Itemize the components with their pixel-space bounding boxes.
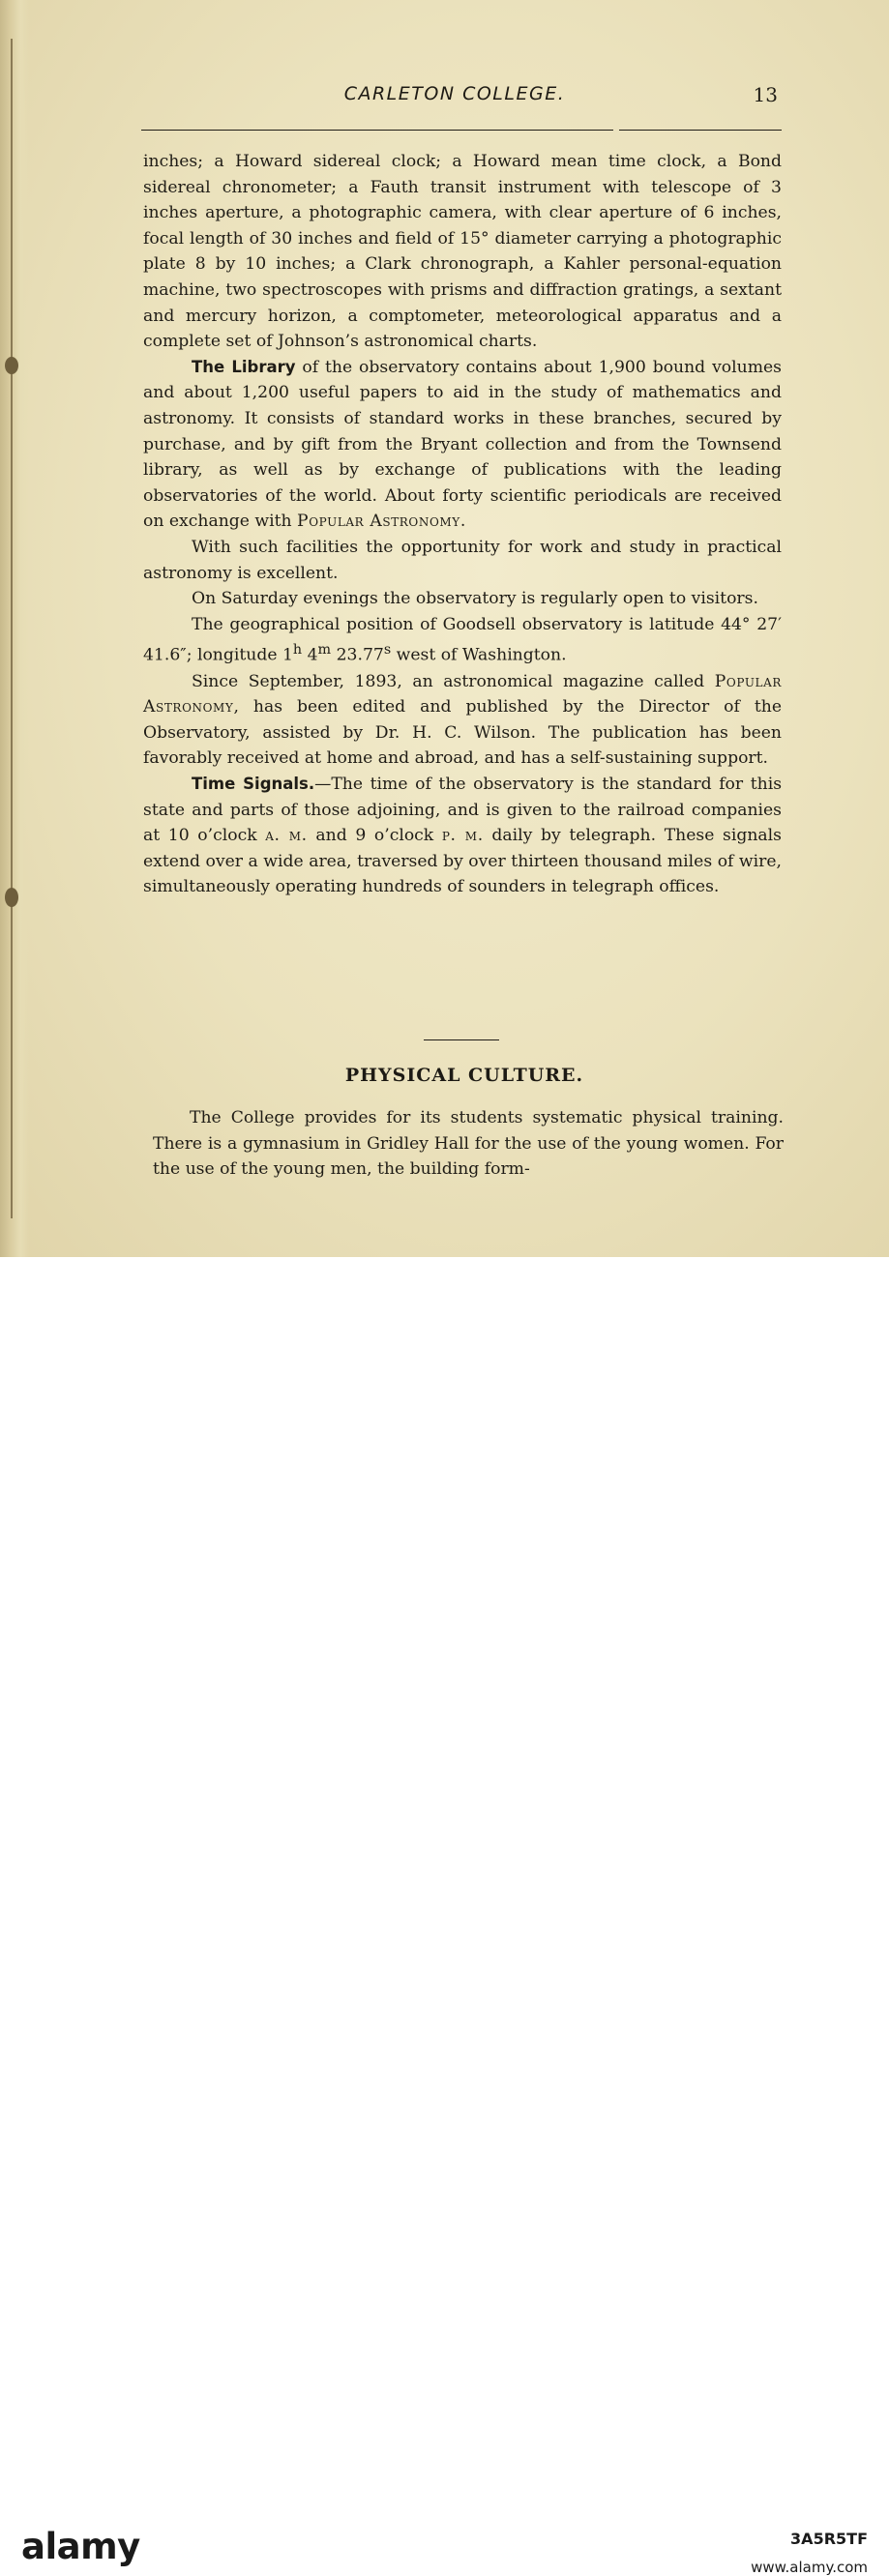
journal-name-smallcaps: Popular Astronomy — [297, 512, 460, 532]
pm-smallcaps: p. m. — [441, 826, 484, 846]
paragraph-time-signals — [143, 772, 782, 900]
paragraph-text: inches; a Howard sidereal clock; a Howard mean time clock, a Bond sidereal chronometer; a Fauth transit instrument with telescope of 3 inches aperture, a photographic camera, with clear aperture of 6 inches, focal length of 30 inches and field of 15° diameter carrying a photographic plate 8 by 10 inches; a Clark chronograph, a Kahler personal-equation machine, two spectroscopes with prisms and diffraction gratings, a sextant and mercury horizon, a comptometer, meteorological apparatus and a complete set of Johnson’s astronomical charts. — [143, 152, 782, 352]
image-id: 3A5R5TF — [790, 2530, 868, 2548]
section-divider-rule — [424, 1039, 499, 1040]
watermark-url: www.alamy.com — [751, 2559, 868, 2576]
journal-name-smallcaps: Popular Astronomy — [143, 671, 782, 717]
paragraph-facilities — [143, 535, 782, 586]
watermark-footer — [0, 1257, 889, 2576]
paragraph-text: 4 — [302, 646, 318, 666]
paragraph-text: daily by telegraph. These signals extend over a wide area, traversed by over thirteen thousand miles of wire, simultaneously operating hundreds of sounders in telegraph offices. — [143, 826, 782, 897]
page-number: 13 — [753, 83, 778, 106]
time-signals-lead: Time Signals. — [192, 774, 315, 793]
header-rule-left — [141, 130, 613, 131]
paragraph-text: The geographical position of Goodsell observatory is latitude 44° 27′ 41.6″; longitude 1 — [143, 614, 782, 666]
am-smallcaps: a. m. — [265, 826, 308, 846]
book-page — [0, 0, 889, 1257]
paragraph-text: . — [459, 512, 466, 532]
superscript-minutes: m — [317, 642, 332, 659]
superscript-hours: h — [292, 642, 303, 659]
paragraph-instruments — [143, 149, 782, 355]
paragraph-text: and 9 o’clock — [307, 826, 442, 846]
paragraph-text: With such facilities the opportunity for work and study in practical astronomy is excellent. — [143, 537, 782, 583]
paragraph-magazine — [143, 669, 782, 772]
paragraph-physical-culture: The College provides for its students systematic physical training. There is a gymnasium in Gridley Hall for the use of the young women. For the use of the young men, the building form- — [153, 1108, 784, 1180]
section-text — [153, 1105, 784, 1183]
header-rule-right — [619, 130, 782, 131]
paragraph-text: 23.77 — [331, 646, 384, 666]
paragraph-text: west of Washington. — [391, 646, 567, 666]
library-lead: The Library — [192, 357, 296, 376]
binding-thread — [5, 39, 18, 1218]
paragraph-saturday — [143, 586, 782, 612]
paragraph-text: , has been edited and published by the Director of the Observatory, assisted by Dr. H. C. Wilson. The publication has been favorably received at home and abroad, and has a self-sustaining support. — [143, 697, 782, 769]
superscript-seconds: s — [383, 642, 392, 659]
alamy-logo: alamy — [21, 2526, 140, 2567]
paragraph-text: On Saturday evenings the observatory is regularly open to visitors. — [192, 589, 758, 609]
section-heading: PHYSICAL CULTURE. — [344, 1065, 584, 1086]
paragraph-text: Since September, 1893, an astronomical magazine called — [192, 671, 715, 691]
body-text — [143, 149, 782, 900]
running-header-title: CARLETON COLLEGE. — [343, 83, 566, 104]
paragraph-text: of the observatory contains about 1,900 bound volumes and about 1,200 useful papers to aid in the study of mathematics and astronomy. It consists of standard works in these branches, secured by purchase, and by gift from the Bryant collection and from the Townsend library, as well as by exchange of publications with the leading observatories of the world. About forty scientific periodicals are received on exchange with — [143, 357, 782, 532]
paragraph-position — [143, 612, 782, 669]
paragraph-library — [143, 355, 782, 535]
paragraph-text: —The time of the observatory is the standard for this state and parts of those adjoining, and is given to the railroad companies at 10 o’clock — [143, 774, 783, 846]
